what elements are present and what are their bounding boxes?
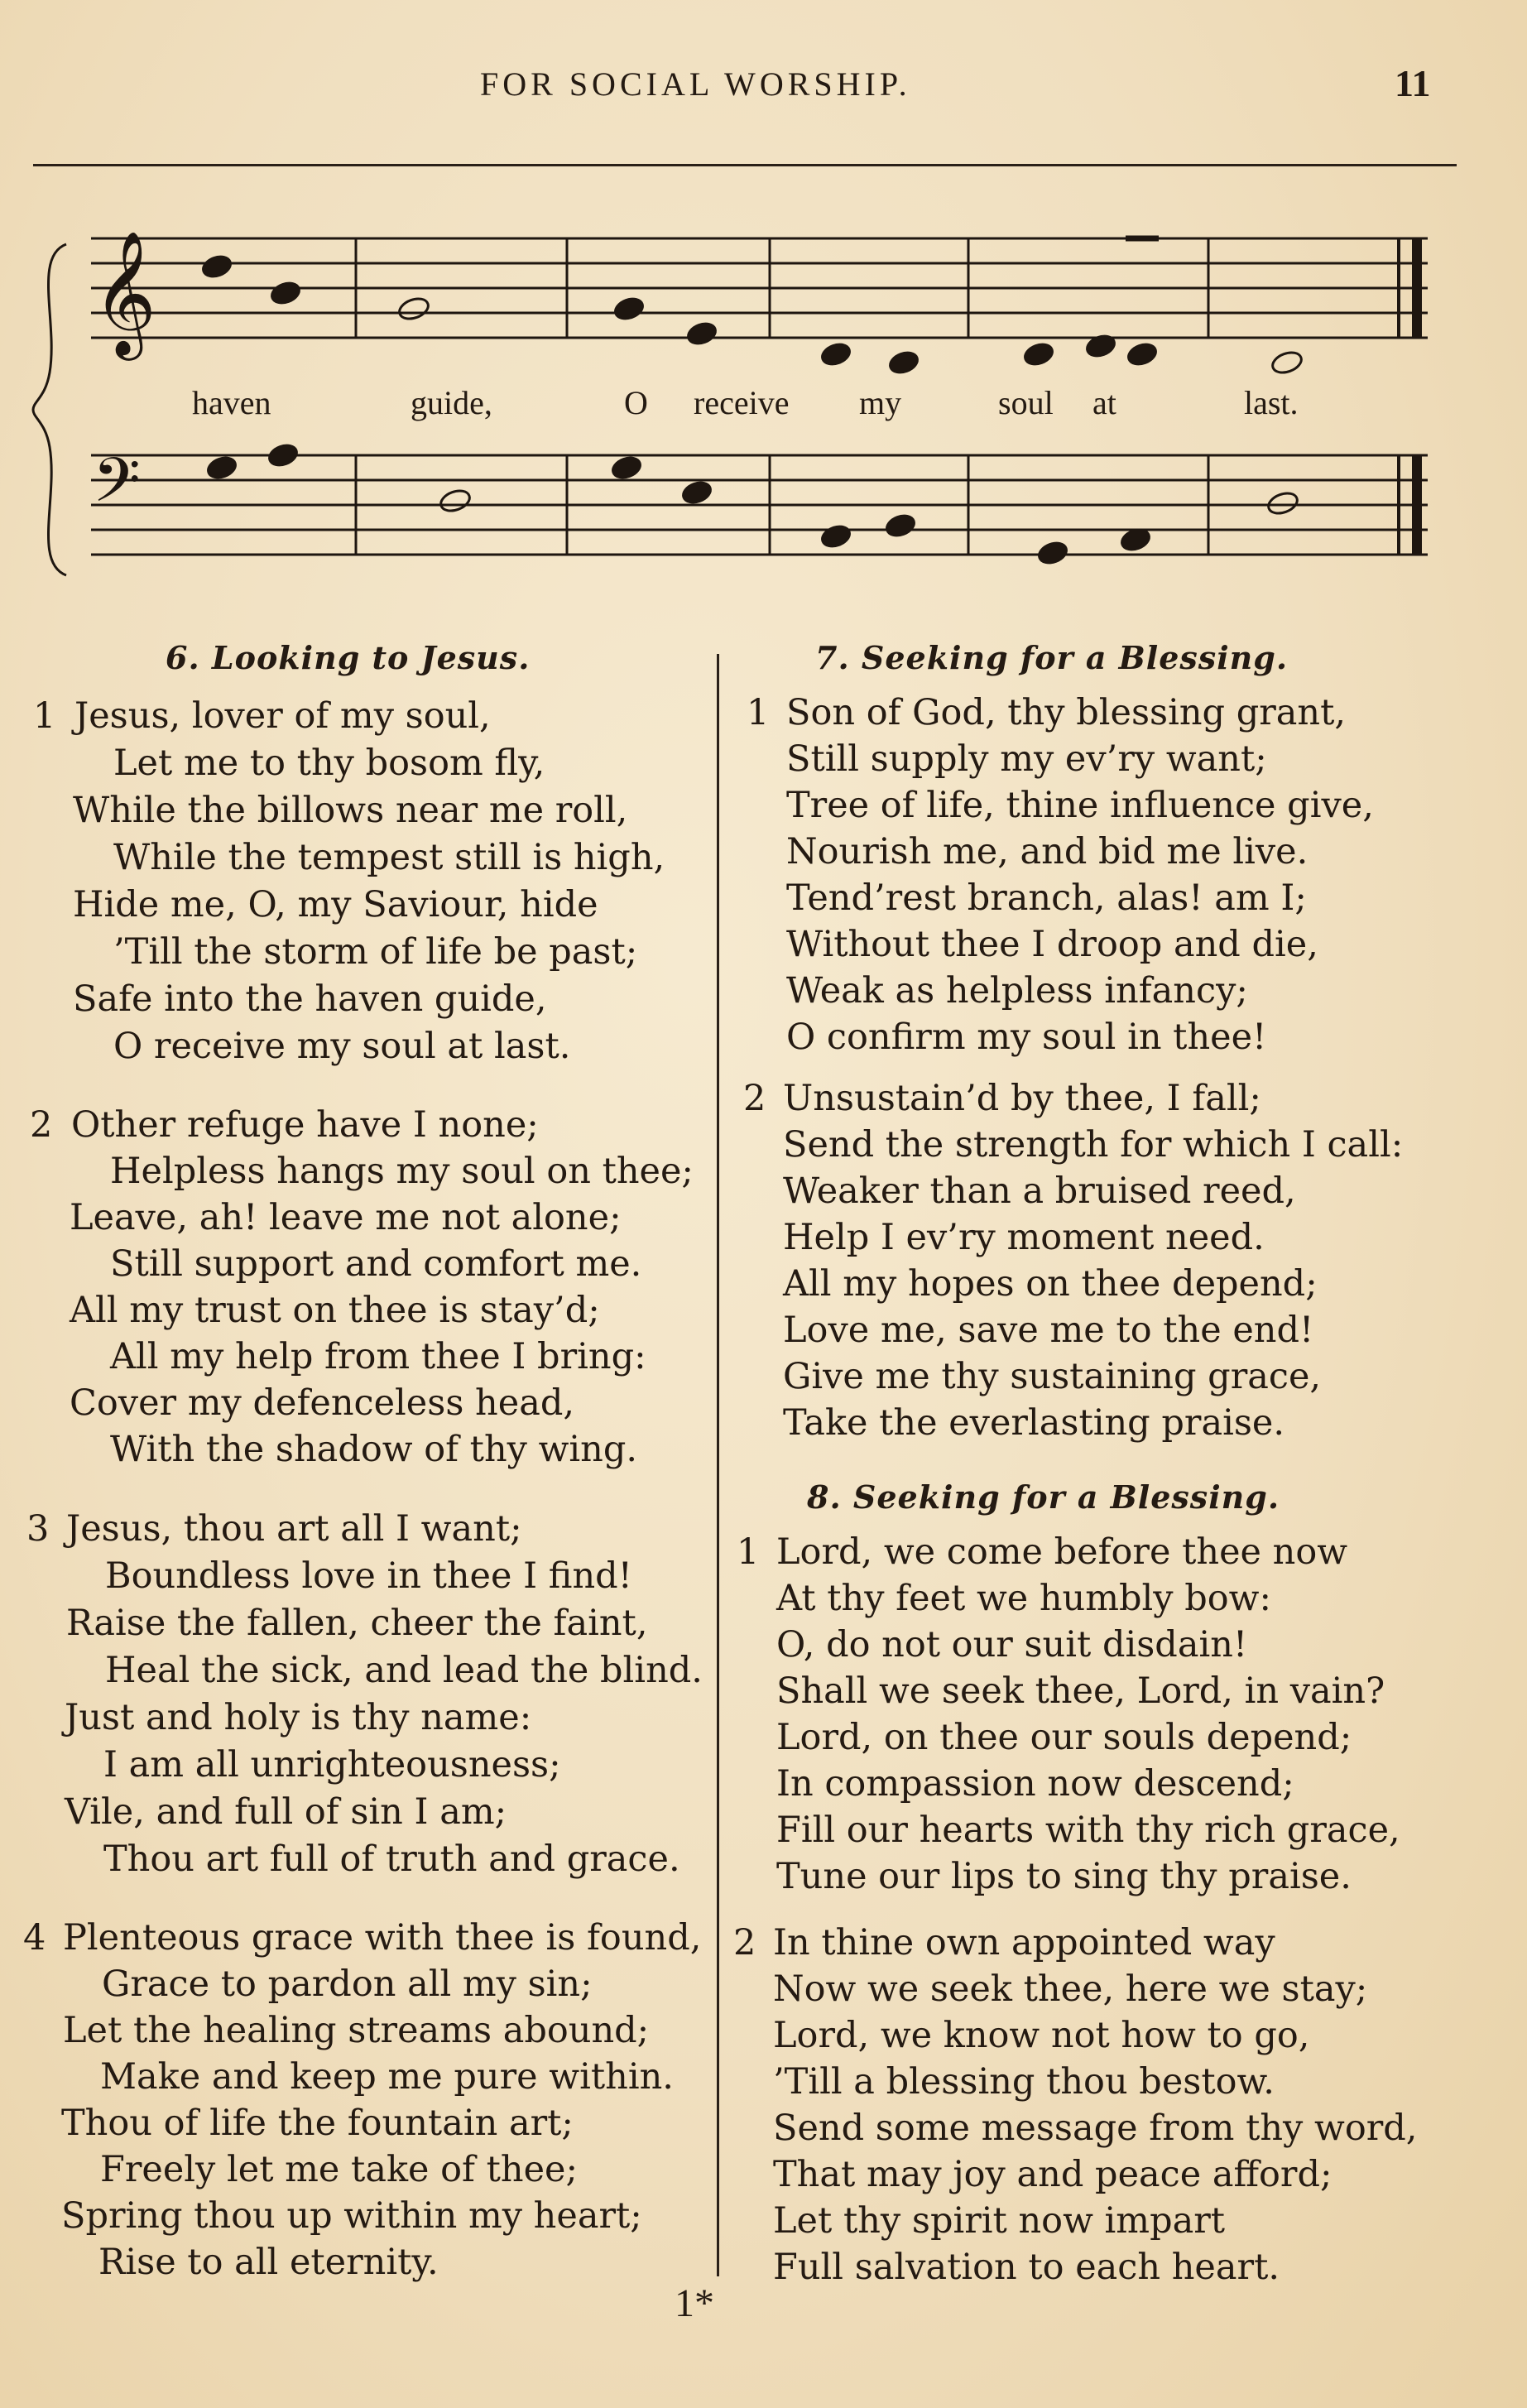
verse-number: 2 [30, 1104, 53, 1146]
verse-line: Unsustain’d by thee, I fall; [783, 1078, 1261, 1119]
lyric-word: haven [192, 384, 271, 421]
verse-line: Spring thou up within my heart; [61, 2195, 642, 2237]
lyric-word: last. [1244, 384, 1299, 421]
lyric-word: receive [694, 384, 790, 421]
verse-line: Weak as helpless infancy; [786, 970, 1248, 1012]
verse-line: With the shadow of thy wing. [110, 1429, 638, 1470]
verse-line: Still support and comfort me. [110, 1243, 642, 1285]
hymn-title: 6. Looking to Jesus. [166, 639, 531, 676]
verse-line: Heal the sick, and lead the blind. [105, 1650, 703, 1691]
verse-line: Now we seek thee, here we stay; [773, 1968, 1368, 2010]
hymn-title: 8. Seeking for a Blessing. [807, 1478, 1280, 1516]
verse-line: Help I ev’ry moment need. [783, 1217, 1265, 1258]
verse-line: Without thee I droop and die, [786, 924, 1318, 965]
verse-line: Lord, on thee our souls depend; [776, 1717, 1352, 1758]
verse-line: Thou art full of truth and grace. [103, 1838, 680, 1880]
verse-line: Other refuge have I none; [71, 1104, 539, 1146]
verse-number: 1 [747, 692, 770, 733]
verse-line: Just and holy is thy name: [65, 1697, 532, 1738]
hymn-title: 7. Seeking for a Blessing. [815, 639, 1289, 676]
verse-line: Let the healing streams abound; [63, 2010, 650, 2051]
verse-number: 3 [26, 1508, 50, 1550]
verse-line: While the billows near me roll, [73, 790, 628, 831]
verse-line: O confirm my soul in thee! [786, 1017, 1267, 1058]
verse-line: At thy feet we humbly bow: [776, 1578, 1271, 1619]
signature-mark: 1* [675, 2281, 714, 2325]
verse-line: O, do not our suit disdain! [776, 1624, 1248, 1665]
verse-line: Raise the fallen, cheer the faint, [66, 1603, 648, 1644]
verse-line: Helpless hangs my soul on thee; [110, 1151, 694, 1192]
verse-line: That may joy and peace afford; [773, 2154, 1333, 2195]
verse-number: 1 [33, 695, 56, 737]
verse-line: Grace to pardon all my sin; [102, 1963, 593, 2005]
verse-line: Tend’rest branch, alas! am I; [786, 877, 1307, 919]
lyric-word: guide, [411, 384, 492, 421]
column-divider [717, 654, 719, 2276]
verse-line: Send some message from thy word, [773, 2108, 1418, 2149]
verse-line: Lord, we know not how to go, [773, 2015, 1310, 2056]
verse-line: Freely let me take of thee; [100, 2149, 578, 2190]
page-number: 11 [1395, 62, 1431, 104]
bass-clef-icon: 𝄢 [93, 445, 141, 531]
verse-line: Thou of life the fountain art; [61, 2103, 574, 2144]
verse-line: Let thy spirit now impart [773, 2200, 1226, 2242]
verse-line: ’Till a blessing thou bestow. [773, 2061, 1275, 2103]
verse-line: I am all unrighteousness; [103, 1744, 561, 1786]
verse-line: Tree of life, thine influence give, [786, 785, 1374, 826]
verse-line: Boundless love in thee I find! [105, 1555, 632, 1597]
verse-line: In thine own appointed way [773, 1922, 1275, 1963]
verse-line: Full salvation to each heart. [773, 2247, 1280, 2288]
verse-line: ’Till the storm of life be past; [113, 931, 638, 973]
verse-line: Leave, ah! leave me not alone; [70, 1197, 622, 1238]
treble-clef-icon: 𝄞 [93, 229, 156, 355]
verse-line: Love me, save me to the end! [783, 1310, 1314, 1351]
verse-line: Vile, and full of sin I am; [65, 1791, 507, 1833]
verse-line: Safe into the haven guide, [73, 978, 547, 1020]
system-brace [33, 244, 66, 575]
verse-line: Take the everlasting praise. [783, 1402, 1285, 1444]
verse-number: 4 [23, 1917, 46, 1959]
verse-line: Tune our lips to sing thy praise. [776, 1856, 1352, 1897]
music-score [0, 223, 1527, 596]
verse-line: Let me to thy bosom fly, [113, 743, 545, 784]
verse-line: Send the strength for which I call: [783, 1124, 1404, 1166]
running-head-title: FOR SOCIAL WORSHIP. [480, 65, 911, 103]
verse-line: Son of God, thy blessing grant, [786, 692, 1347, 733]
verse-line: All my hopes on thee depend; [783, 1263, 1318, 1305]
verse-line: While the tempest still is high, [113, 837, 665, 878]
header-rule [33, 164, 1457, 166]
verse-number: 2 [743, 1078, 766, 1119]
verse-line: Plenteous grace with thee is found, [63, 1917, 702, 1959]
verse-line: In compassion now descend; [776, 1763, 1294, 1805]
verse-line: O receive my soul at last. [113, 1026, 571, 1067]
treble-notes [200, 238, 1304, 376]
lyric-word: O [624, 384, 648, 421]
lyric-word: at [1092, 384, 1116, 421]
verse-line: Jesus, lover of my soul, [74, 695, 491, 737]
verse-line: Lord, we come before thee now [776, 1531, 1348, 1573]
verse-line: Hide me, O, my Saviour, hide [73, 884, 598, 925]
running-head [0, 62, 1527, 114]
verse-line: All my trust on thee is stay’d; [70, 1290, 600, 1331]
verse-line: Give me thy sustaining grace, [783, 1356, 1322, 1397]
lyric-word: my [859, 384, 902, 421]
verse-line: Cover my defenceless head, [70, 1382, 575, 1424]
verse-line: All my help from thee I bring: [110, 1336, 646, 1377]
verse-number: 2 [733, 1922, 756, 1963]
verse-line: Nourish me, and bid me live. [786, 831, 1309, 872]
verse-line: Make and keep me pure within. [100, 2056, 674, 2098]
lyric-word: soul [998, 384, 1054, 421]
verse-number: 1 [737, 1531, 760, 1573]
verse-line: Rise to all eternity. [98, 2242, 439, 2283]
verse-line: Shall we seek thee, Lord, in vain? [776, 1670, 1385, 1712]
verse-line: Still supply my ev’ry want; [786, 738, 1267, 780]
verse-line: Jesus, thou art all I want; [66, 1508, 522, 1550]
verse-line: Fill our hearts with thy rich grace, [776, 1810, 1400, 1851]
verse-line: Weaker than a bruised reed, [783, 1170, 1296, 1212]
